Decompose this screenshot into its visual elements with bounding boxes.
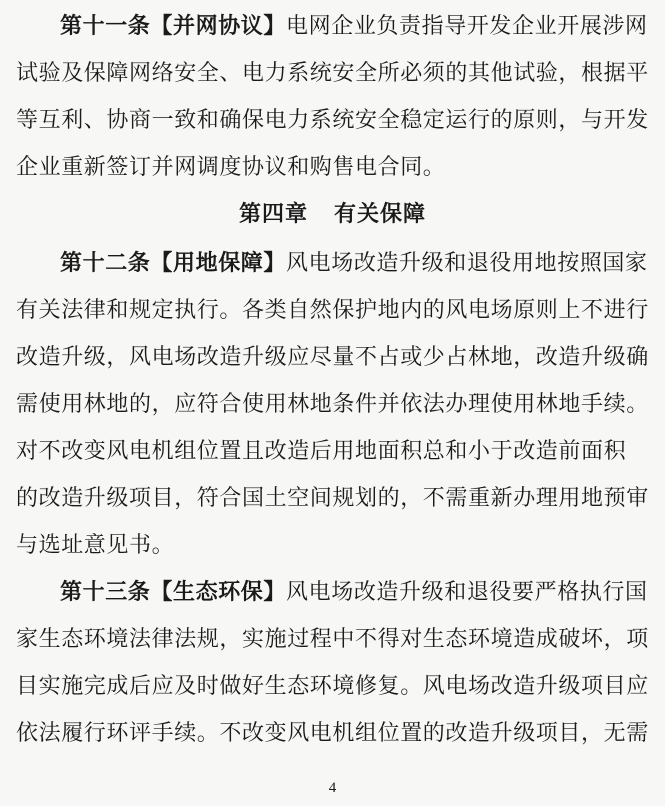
article-12-line-7: 与选址意见书。	[16, 533, 175, 558]
article-13-text-1: 风电场改造升级和退役要严格执行国	[286, 580, 648, 605]
article-11-line-1	[60, 10, 650, 44]
article-12-line-6: 的改造升级项目，符合国土空间规划的，不需重新办理用地预审	[16, 486, 649, 511]
article-12-line-3: 改造升级，风电场改造升级应尽量不占或少占林地，改造升级确	[16, 345, 649, 370]
article-13-line-2: 家生态环境法律法规，实施过程中不得对生态环境造成破坏，项	[16, 627, 649, 652]
article-11-text-1: 电网企业负责指导开发企业开展涉网	[286, 14, 648, 39]
article-12-line-2: 有关法律和规定执行。各类自然保护地内的风电场原则上不进行	[16, 298, 649, 323]
article-13-line-4: 依法履行环评手续。不改变风电机组位置的改造升级项目，无需	[16, 721, 649, 746]
article-11-title: 第十一条【并网协议】	[60, 14, 287, 39]
article-12-title: 第十二条【用地保障】	[60, 251, 287, 276]
article-12-text-1: 风电场改造升级和退役用地按照国家	[286, 251, 648, 276]
article-12-line-1	[60, 247, 650, 281]
article-13-line-1	[60, 576, 650, 610]
article-11-line-4: 企业重新签订并网调度协议和购售电合同。	[16, 155, 446, 180]
article-11-line-3: 等互利、协商一致和确保电力系统安全稳定运行的原则，与开发	[16, 108, 649, 133]
article-12-line-4: 需使用林地的，应符合使用林地条件并依法办理使用林地手续。	[16, 392, 649, 417]
article-12-line-5: 对不改变风电机组位置且改造后用地面积总和小于改造前面积	[16, 439, 627, 464]
page-number: 4	[328, 780, 337, 796]
article-13-title: 第十三条【生态环保】	[60, 580, 287, 605]
chapter-number: 第四章	[238, 202, 308, 227]
chapter-heading	[0, 198, 665, 232]
article-11-line-2: 试验及保障网络安全、电力系统安全所必须的其他试验，根据平	[16, 61, 649, 86]
article-13-line-3: 目实施完成后应及时做好生态环境修复。风电场改造升级项目应	[16, 674, 649, 699]
chapter-name: 有关保障	[334, 202, 427, 227]
